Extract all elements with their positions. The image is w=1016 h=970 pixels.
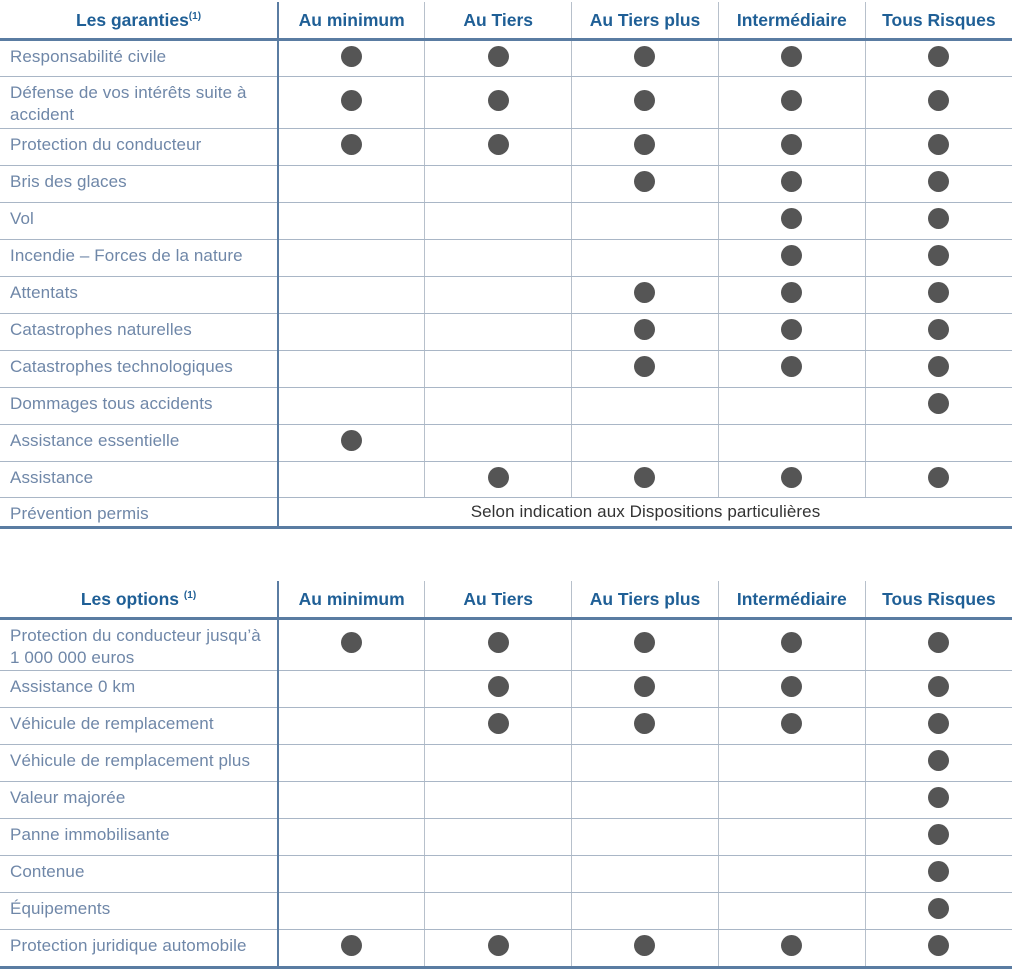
coverage-cell	[865, 129, 1012, 166]
coverage-cell	[865, 277, 1012, 314]
table-row	[0, 462, 1012, 498]
row-label: Prévention permis	[0, 498, 278, 528]
row-label: Dommages tous accidents	[0, 388, 278, 425]
coverage-cell	[718, 745, 865, 782]
row-label: Valeur majorée	[0, 782, 278, 819]
included-dot-icon	[488, 632, 509, 653]
included-dot-icon	[781, 134, 802, 155]
column-header: Intermédiaire	[718, 581, 865, 619]
included-dot-icon	[928, 46, 949, 67]
included-dot-icon	[488, 134, 509, 155]
coverage-cell	[865, 782, 1012, 819]
table-row	[0, 856, 1012, 893]
coverage-cell	[718, 77, 865, 129]
coverage-cell	[865, 619, 1012, 671]
coverage-cell	[865, 351, 1012, 388]
table-row	[0, 203, 1012, 240]
coverage-cell	[718, 40, 865, 77]
options-table	[0, 581, 1012, 969]
coverage-cell	[278, 671, 425, 708]
table-row	[0, 77, 1012, 129]
table-row	[0, 40, 1012, 77]
row-label: Défense de vos intérêts suite à accident	[0, 77, 278, 129]
included-dot-icon	[781, 208, 802, 229]
table-row	[0, 782, 1012, 819]
row-label: Véhicule de remplacement	[0, 708, 278, 745]
included-dot-icon	[488, 713, 509, 734]
row-label: Incendie – Forces de la nature	[0, 240, 278, 277]
included-dot-icon	[781, 676, 802, 697]
coverage-cell	[572, 240, 719, 277]
coverage-cell	[718, 203, 865, 240]
coverage-cell	[572, 708, 719, 745]
included-dot-icon	[781, 467, 802, 488]
coverage-cell	[718, 240, 865, 277]
coverage-cell	[425, 819, 572, 856]
coverage-cell	[865, 40, 1012, 77]
column-header: Au Tiers plus	[572, 581, 719, 619]
included-dot-icon	[781, 282, 802, 303]
coverage-cell	[572, 930, 719, 968]
coverage-cell	[278, 240, 425, 277]
table-row	[0, 240, 1012, 277]
included-dot-icon	[488, 676, 509, 697]
coverage-cell	[278, 166, 425, 203]
included-dot-icon	[928, 632, 949, 653]
coverage-cell	[865, 671, 1012, 708]
included-dot-icon	[928, 713, 949, 734]
row-label: Bris des glaces	[0, 166, 278, 203]
table-row	[0, 129, 1012, 166]
coverage-cell	[865, 856, 1012, 893]
included-dot-icon	[634, 356, 655, 377]
included-dot-icon	[488, 935, 509, 956]
coverage-cell	[718, 782, 865, 819]
included-dot-icon	[928, 898, 949, 919]
coverage-cell	[425, 129, 572, 166]
included-dot-icon	[781, 171, 802, 192]
included-dot-icon	[781, 356, 802, 377]
included-dot-icon	[928, 750, 949, 771]
column-header: Tous Risques	[865, 581, 1012, 619]
coverage-cell	[572, 856, 719, 893]
row-label: Panne immobilisante	[0, 819, 278, 856]
table-row	[0, 930, 1012, 968]
coverage-cell	[718, 893, 865, 930]
coverage-cell	[278, 708, 425, 745]
coverage-cell	[425, 462, 572, 498]
row-label: Attentats	[0, 277, 278, 314]
included-dot-icon	[928, 676, 949, 697]
coverage-cell	[425, 77, 572, 129]
included-dot-icon	[634, 90, 655, 111]
included-dot-icon	[928, 171, 949, 192]
coverage-cell	[278, 893, 425, 930]
included-dot-icon	[928, 393, 949, 414]
coverage-cell	[278, 619, 425, 671]
coverage-cell	[865, 708, 1012, 745]
row-label: Protection du conducteur	[0, 129, 278, 166]
included-dot-icon	[781, 935, 802, 956]
table-row	[0, 819, 1012, 856]
coverage-cell	[865, 930, 1012, 968]
row-label: Protection du conducteur jusqu’à 1 000 000 euros	[0, 619, 278, 671]
coverage-cell	[718, 425, 865, 462]
table-row	[0, 893, 1012, 930]
coverage-cell	[425, 856, 572, 893]
coverage-cell	[278, 40, 425, 77]
included-dot-icon	[781, 632, 802, 653]
coverage-cell	[865, 77, 1012, 129]
column-header: Intermédiaire	[718, 2, 865, 40]
coverage-cell	[425, 619, 572, 671]
row-label: Catastrophes technologiques	[0, 351, 278, 388]
coverage-cell	[572, 40, 719, 77]
column-header: Tous Risques	[865, 2, 1012, 40]
coverage-cell	[425, 277, 572, 314]
garanties-header-row	[0, 2, 1012, 40]
garanties-title-text: Les garanties	[75, 9, 189, 30]
column-header: Au Tiers plus	[572, 2, 719, 40]
coverage-cell	[718, 388, 865, 425]
row-label: Contenue	[0, 856, 278, 893]
coverage-cell	[718, 819, 865, 856]
table-row	[0, 351, 1012, 388]
coverage-cell	[865, 462, 1012, 498]
coverage-cell	[278, 856, 425, 893]
coverage-cell	[718, 930, 865, 968]
coverage-cell	[572, 619, 719, 671]
coverage-cell	[718, 856, 865, 893]
options-title-text: Les options	[80, 588, 180, 609]
coverage-cell	[572, 277, 719, 314]
included-dot-icon	[634, 319, 655, 340]
column-header: Au minimum	[278, 2, 425, 40]
coverage-cell	[572, 819, 719, 856]
options-header-row	[0, 581, 1012, 619]
coverage-cell	[865, 745, 1012, 782]
coverage-cell	[425, 893, 572, 930]
table-row	[0, 277, 1012, 314]
coverage-cell	[865, 314, 1012, 351]
table-row	[0, 708, 1012, 745]
table-row	[0, 314, 1012, 351]
garanties-title-note: (1)	[188, 10, 202, 22]
included-dot-icon	[781, 90, 802, 111]
row-label: Responsabilité civile	[0, 40, 278, 77]
coverage-cell	[572, 314, 719, 351]
coverage-cell	[425, 314, 572, 351]
included-dot-icon	[488, 46, 509, 67]
row-label: Équipements	[0, 893, 278, 930]
coverage-cell	[572, 388, 719, 425]
coverage-cell	[865, 425, 1012, 462]
included-dot-icon	[634, 46, 655, 67]
coverage-cell	[425, 166, 572, 203]
options-title-note: (1)	[183, 589, 197, 601]
included-dot-icon	[488, 467, 509, 488]
coverage-cell	[278, 388, 425, 425]
row-label: Vol	[0, 203, 278, 240]
included-dot-icon	[928, 935, 949, 956]
column-header: Au Tiers	[425, 2, 572, 40]
coverage-cell	[718, 166, 865, 203]
coverage-cell	[425, 203, 572, 240]
coverage-cell	[278, 782, 425, 819]
options-title	[0, 581, 278, 619]
included-dot-icon	[488, 90, 509, 111]
coverage-cell	[718, 708, 865, 745]
included-dot-icon	[634, 676, 655, 697]
included-dot-icon	[928, 861, 949, 882]
coverage-cell	[425, 708, 572, 745]
included-dot-icon	[928, 245, 949, 266]
included-dot-icon	[634, 134, 655, 155]
included-dot-icon	[341, 46, 362, 67]
included-dot-icon	[634, 171, 655, 192]
coverage-cell	[425, 671, 572, 708]
coverage-cell	[278, 425, 425, 462]
table-row	[0, 498, 1012, 528]
coverage-cell	[425, 351, 572, 388]
table-row	[0, 425, 1012, 462]
included-dot-icon	[928, 467, 949, 488]
coverage-cell	[572, 77, 719, 129]
coverage-cell	[278, 203, 425, 240]
included-dot-icon	[928, 356, 949, 377]
included-dot-icon	[634, 935, 655, 956]
coverage-cell	[572, 351, 719, 388]
coverage-cell	[278, 351, 425, 388]
table-row	[0, 166, 1012, 203]
coverage-cell	[572, 893, 719, 930]
coverage-cell	[425, 930, 572, 968]
coverage-cell	[718, 277, 865, 314]
row-label: Protection juridique automobile	[0, 930, 278, 968]
included-dot-icon	[341, 430, 362, 451]
included-dot-icon	[928, 90, 949, 111]
coverage-cell	[865, 819, 1012, 856]
included-dot-icon	[781, 245, 802, 266]
included-dot-icon	[928, 282, 949, 303]
included-dot-icon	[928, 208, 949, 229]
coverage-cell	[572, 671, 719, 708]
coverage-cell	[718, 314, 865, 351]
coverage-cell	[425, 40, 572, 77]
included-dot-icon	[634, 632, 655, 653]
table-row	[0, 619, 1012, 671]
included-dot-icon	[341, 90, 362, 111]
span-note: Selon indication aux Dispositions particulières	[278, 498, 1012, 528]
table-row	[0, 745, 1012, 782]
table-row	[0, 388, 1012, 425]
coverage-cell	[425, 388, 572, 425]
coverage-cell	[718, 619, 865, 671]
included-dot-icon	[341, 632, 362, 653]
garanties-table	[0, 2, 1012, 529]
coverage-cell	[718, 462, 865, 498]
column-header: Au minimum	[278, 581, 425, 619]
included-dot-icon	[634, 282, 655, 303]
coverage-cell	[572, 129, 719, 166]
included-dot-icon	[781, 713, 802, 734]
coverage-cell	[718, 671, 865, 708]
included-dot-icon	[928, 824, 949, 845]
coverage-cell	[572, 745, 719, 782]
coverage-cell	[572, 782, 719, 819]
coverage-cell	[865, 388, 1012, 425]
coverage-cell	[278, 745, 425, 782]
coverage-cell	[572, 203, 719, 240]
coverage-cell	[425, 240, 572, 277]
row-label: Véhicule de remplacement plus	[0, 745, 278, 782]
included-dot-icon	[928, 319, 949, 340]
row-label: Assistance essentielle	[0, 425, 278, 462]
table-row	[0, 671, 1012, 708]
coverage-cell	[278, 462, 425, 498]
row-label: Assistance 0 km	[0, 671, 278, 708]
coverage-cell	[718, 129, 865, 166]
included-dot-icon	[928, 787, 949, 808]
row-label: Catastrophes naturelles	[0, 314, 278, 351]
coverage-cell	[865, 240, 1012, 277]
coverage-cell	[278, 930, 425, 968]
coverage-cell	[865, 893, 1012, 930]
coverage-cell	[278, 277, 425, 314]
coverage-cell	[278, 819, 425, 856]
coverage-cell	[425, 745, 572, 782]
coverage-cell	[718, 351, 865, 388]
coverage-cell	[572, 462, 719, 498]
column-header: Au Tiers	[425, 581, 572, 619]
included-dot-icon	[781, 319, 802, 340]
included-dot-icon	[781, 46, 802, 67]
coverage-cell	[278, 314, 425, 351]
row-label: Assistance	[0, 462, 278, 498]
coverage-cell	[425, 782, 572, 819]
coverage-cell	[278, 129, 425, 166]
included-dot-icon	[928, 134, 949, 155]
included-dot-icon	[341, 134, 362, 155]
coverage-cell	[572, 166, 719, 203]
garanties-title	[0, 2, 278, 40]
included-dot-icon	[634, 467, 655, 488]
coverage-cell	[865, 203, 1012, 240]
coverage-cell	[425, 425, 572, 462]
included-dot-icon	[341, 935, 362, 956]
coverage-cell	[865, 166, 1012, 203]
coverage-cell	[278, 77, 425, 129]
coverage-cell	[572, 425, 719, 462]
included-dot-icon	[634, 713, 655, 734]
